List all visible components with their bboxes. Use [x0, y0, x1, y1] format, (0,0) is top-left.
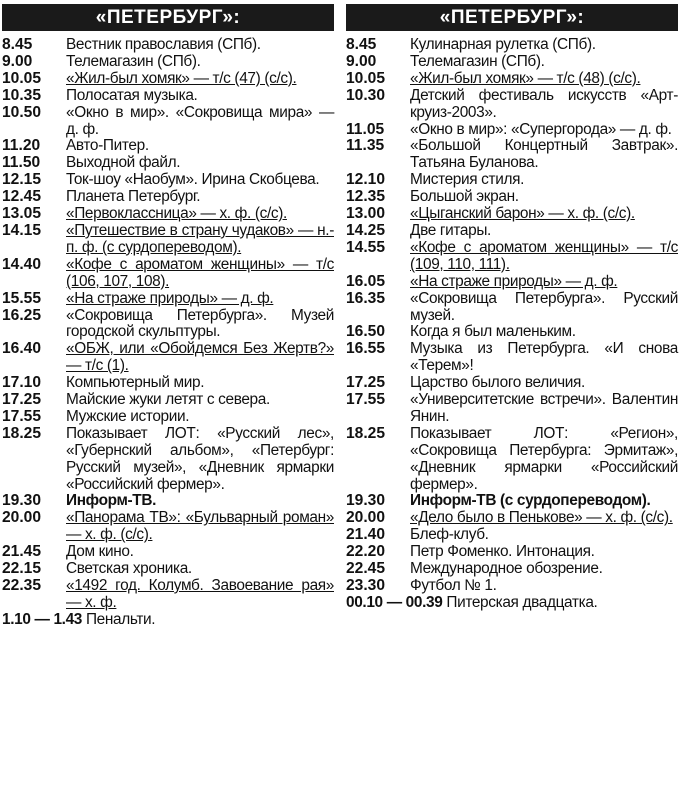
- time-slot: 11.20: [2, 137, 41, 155]
- program-title: «Кофе с ароматом женщины» — т/с (106, 107, 108).: [66, 255, 334, 290]
- schedule-row: [2, 544, 334, 561]
- schedule-row: [346, 138, 678, 172]
- time-slot: 14.25: [346, 221, 386, 239]
- schedule-row: [346, 206, 678, 223]
- schedule-row: [346, 240, 678, 274]
- schedule-row: [346, 392, 678, 426]
- schedule-row: [2, 37, 334, 54]
- program-title: «Цыганский барон» — х. ф. (с/с).: [410, 205, 635, 223]
- schedule-row: [346, 37, 678, 54]
- program-title: «Сокровища Петербурга». Русский музей.: [410, 289, 678, 324]
- schedule-row: [2, 223, 334, 257]
- time-slot: 13.00: [346, 205, 386, 223]
- program-entry: [2, 612, 334, 629]
- program-title: Детский фестиваль искусств «Арт-круиз-2003».: [410, 86, 678, 121]
- program-title: Царство былого величия.: [410, 374, 585, 392]
- schedule-row: [346, 274, 678, 291]
- program-title: Пенальти.: [85, 610, 156, 628]
- program-title: Мужские истории.: [66, 407, 190, 425]
- schedule-row: [346, 223, 678, 240]
- time-slot: 12.35: [346, 188, 386, 206]
- schedule-row: [346, 493, 678, 510]
- program-title: «Первоклассница» — х. ф. (с/с).: [66, 205, 287, 223]
- schedule-row: [346, 172, 678, 189]
- program-title: Питерская двадцатка.: [446, 593, 598, 611]
- program-title: Блеф-клуб.: [410, 526, 489, 544]
- schedule-row: [2, 155, 334, 172]
- schedule-row: [2, 105, 334, 139]
- schedule-row: [2, 392, 334, 409]
- schedule-row: [2, 308, 334, 342]
- time-slot: 16.55: [346, 340, 386, 358]
- program-title: Кулинарная рулетка (СПб).: [410, 36, 596, 53]
- schedule-row: [346, 561, 678, 578]
- time-slot: 20.00: [2, 509, 42, 527]
- schedule-row: [346, 375, 678, 392]
- program-title: «ОБЖ, или «Обойдемся Без Жертв?» — т/с (1).: [66, 340, 334, 375]
- program-title: Компьютерный мир.: [66, 374, 205, 392]
- schedule-list: [2, 37, 334, 629]
- time-slot: 14.40: [2, 255, 42, 273]
- time-slot: 14.15: [2, 221, 42, 239]
- program-title: Две гитары.: [410, 221, 491, 239]
- schedule-row: [2, 341, 334, 375]
- program-title: Ток-шоу «Наобум». Ирина Скобцева.: [66, 171, 320, 189]
- time-slot: 19.30: [2, 492, 42, 510]
- schedule-row: [2, 409, 334, 426]
- time-slot: 22.20: [346, 543, 386, 561]
- time-slot: 17.10: [2, 374, 42, 392]
- time-slot: 8.45: [2, 36, 33, 53]
- time-slot: 16.25: [2, 306, 42, 324]
- schedule-row: [346, 324, 678, 341]
- time-slot: 12.15: [2, 171, 42, 189]
- schedule-row: [2, 612, 334, 629]
- program-title: Показывает ЛОТ: «Русский лес», «Губернский альбом», «Петербург: Русский музей», «Дневник ярмарки «Российский фермер».: [66, 424, 334, 493]
- time-slot: 16.35: [346, 289, 386, 307]
- schedule-row: [2, 54, 334, 71]
- program-entry: [346, 595, 678, 612]
- schedule-row: [2, 189, 334, 206]
- program-title: Выходной файл.: [66, 154, 181, 172]
- schedule-row: [346, 341, 678, 375]
- program-title: Светская хроника.: [66, 560, 192, 578]
- schedule-row: [346, 189, 678, 206]
- time-slot: 18.25: [2, 424, 42, 442]
- time-slot: 15.55: [2, 289, 42, 307]
- program-title: Международное обозрение.: [410, 560, 603, 578]
- time-slot: 00.10 — 00.39: [346, 593, 443, 611]
- program-title: Дом кино.: [66, 543, 134, 561]
- time-slot: 18.25: [346, 424, 386, 442]
- schedule-row: [346, 578, 678, 595]
- time-slot: 17.25: [346, 374, 386, 392]
- time-slot: 22.15: [2, 560, 42, 578]
- time-slot: 14.55: [346, 238, 386, 256]
- time-slot: 10.05: [2, 69, 42, 87]
- program-title: «На страже природы» — д. ф.: [66, 289, 274, 307]
- program-title: Информ-ТВ.: [66, 492, 157, 510]
- program-title: Планета Петербург.: [66, 188, 201, 206]
- time-slot: 16.05: [346, 272, 386, 290]
- channel-header: «ПЕТЕРБУРГ»:: [2, 4, 334, 31]
- program-title: «Дело было в Пенькове» — х. ф. (с/с).: [410, 509, 673, 527]
- schedule-row: [2, 88, 334, 105]
- time-slot: 23.30: [346, 577, 386, 594]
- schedule-row: [2, 172, 334, 189]
- schedule-row: [2, 291, 334, 308]
- program-title: «Кофе с ароматом женщины» — т/с (109, 110, 111).: [410, 238, 678, 273]
- time-slot: 8.45: [346, 36, 377, 53]
- program-title: Майские жуки летят с севера.: [66, 391, 270, 409]
- schedule-row: [2, 510, 334, 544]
- time-slot: 16.50: [346, 323, 386, 341]
- schedule-row: [346, 595, 678, 612]
- time-slot: 21.40: [346, 526, 386, 544]
- time-slot: 11.05: [346, 120, 385, 138]
- schedule-row: [2, 493, 334, 510]
- time-slot: 11.50: [2, 154, 41, 172]
- schedule-row: [346, 544, 678, 561]
- program-title: Футбол № 1.: [410, 577, 497, 594]
- program-title: Музыка из Петербурга. «И снова «Терем»!: [410, 340, 678, 375]
- time-slot: 17.25: [2, 391, 42, 409]
- program-title: Когда я был маленьким.: [410, 323, 576, 341]
- time-slot: 19.30: [346, 492, 386, 510]
- schedule-row: [2, 206, 334, 223]
- schedule-row: [346, 71, 678, 88]
- program-title: Показывает ЛОТ: «Регион», «Сокровища Петербурга: Эрмитаж», «Дневник ярмарки «Российский фермер».: [410, 424, 678, 493]
- time-slot: 12.10: [346, 171, 386, 189]
- program-title: Телемагазин (СПб).: [410, 52, 545, 70]
- time-slot: 20.00: [346, 509, 386, 527]
- program-title: Полосатая музыка.: [66, 86, 198, 104]
- program-title: Вестник православия (СПб).: [66, 36, 261, 53]
- schedule-row: [346, 527, 678, 544]
- program-title: «1492 год. Колумб. Завоевание рая» — х. ф.: [66, 577, 334, 611]
- schedule-row: [2, 138, 334, 155]
- program-title: «Жил-был хомяк» — т/с (48) (с/с).: [410, 69, 641, 87]
- time-slot: 17.55: [346, 391, 386, 409]
- schedule-row: [2, 561, 334, 578]
- left-column: [2, 4, 334, 629]
- program-title: Информ-ТВ (с сурдопереводом).: [410, 492, 651, 510]
- schedule-row: [2, 375, 334, 392]
- schedule-row: [346, 54, 678, 71]
- program-title: Телемагазин (СПб).: [66, 52, 201, 70]
- program-title: Мистерия стиля.: [410, 171, 524, 189]
- program-title: «На страже природы» — д. ф.: [410, 272, 618, 290]
- time-slot: 21.45: [2, 543, 42, 561]
- program-title: «Университетские встречи». Валентин Янин.: [410, 391, 678, 425]
- right-column: [346, 4, 678, 612]
- program-title: Авто-Питер.: [66, 137, 149, 155]
- program-title: Большой экран.: [410, 188, 519, 206]
- time-slot: 13.05: [2, 205, 42, 223]
- time-slot: 22.45: [346, 560, 386, 578]
- program-title: «Окно в мир». «Сокровища мира» — д. ф.: [66, 103, 334, 138]
- schedule-row: [2, 257, 334, 291]
- time-slot: 10.05: [346, 69, 386, 87]
- time-slot: 10.35: [2, 86, 42, 104]
- time-slot: 12.45: [2, 188, 42, 206]
- program-title: «Панорама ТВ»: «Бульварный роман» — х. ф. (с/с).: [66, 509, 334, 544]
- schedule-row: [346, 122, 678, 139]
- time-slot: 9.00: [346, 52, 377, 70]
- time-slot: 16.40: [2, 340, 42, 358]
- schedule-list: [346, 37, 678, 612]
- program-title: Петр Фоменко. Интонация.: [410, 543, 595, 561]
- program-title: «Окно в мир»: «Супергорода» — д. ф.: [410, 120, 672, 138]
- time-slot: 17.55: [2, 407, 42, 425]
- program-title: «Жил-был хомяк» — т/с (47) (с/с).: [66, 69, 297, 87]
- schedule-row: [346, 426, 678, 494]
- program-title: «Путешествие в страну чудаков» — н.-п. ф. (с сурдопереводом).: [66, 221, 334, 256]
- time-slot: 1.10 — 1.43: [2, 610, 83, 628]
- program-title: «Сокровища Петербурга». Музей городской скульптуры.: [66, 306, 334, 341]
- time-slot: 11.35: [346, 137, 385, 155]
- program-title: «Большой Концертный Завтрак». Татьяна Буланова.: [410, 137, 678, 172]
- schedule-row: [346, 291, 678, 325]
- time-slot: 22.35: [2, 577, 42, 594]
- schedule-row: [2, 71, 334, 88]
- schedule-row: [346, 510, 678, 527]
- schedule-row: [2, 578, 334, 612]
- time-slot: 9.00: [2, 52, 33, 70]
- schedule-row: [346, 88, 678, 122]
- time-slot: 10.30: [346, 86, 386, 104]
- schedule-row: [2, 426, 334, 494]
- time-slot: 10.50: [2, 103, 42, 121]
- channel-header: «ПЕТЕРБУРГ»:: [346, 4, 678, 31]
